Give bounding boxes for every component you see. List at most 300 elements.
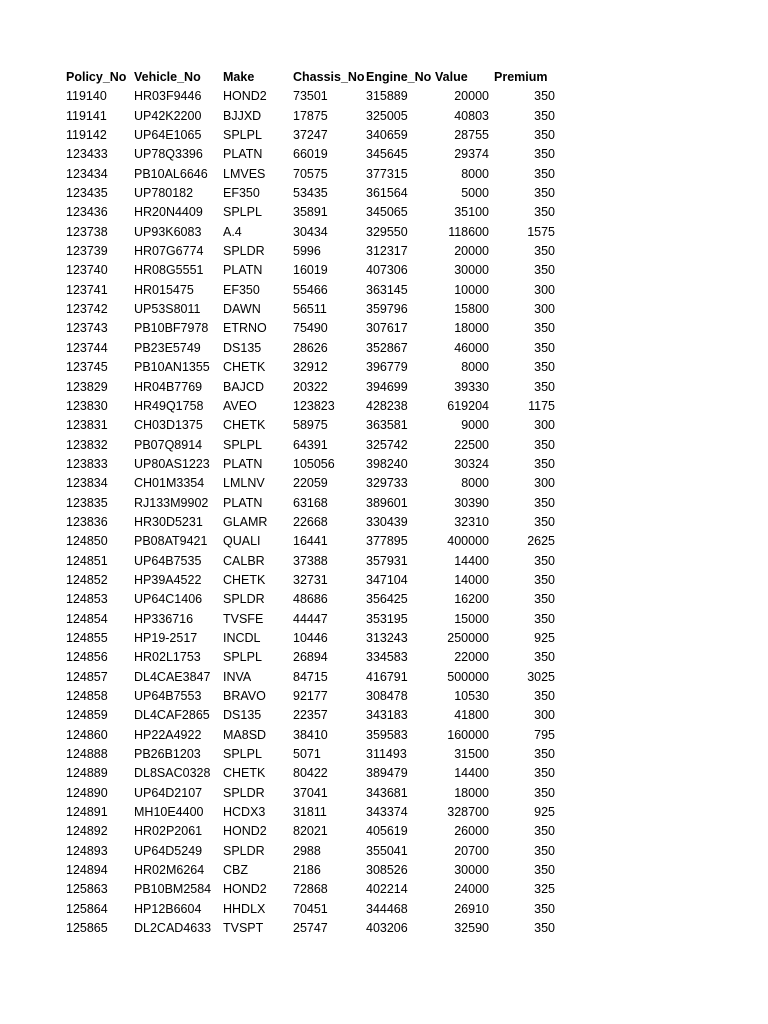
cell-engine-no: 308526: [366, 863, 408, 878]
cell-premium: 350: [534, 863, 555, 878]
cell-vehicle-no: HP39A4522: [134, 572, 202, 587]
cell-value: 40803: [454, 108, 489, 123]
cell-make: PLATN: [223, 495, 263, 510]
cell-make: CHETK: [223, 572, 266, 587]
cell-premium: 350: [534, 205, 555, 220]
cell-premium: 350: [534, 843, 555, 858]
cell-chassis-no: 16441: [293, 534, 328, 549]
cell-vehicle-no: HP22A4922: [134, 727, 202, 742]
table-row: [66, 668, 555, 687]
cell-engine-no: 329733: [366, 476, 408, 491]
table-row: [66, 900, 555, 919]
cell-policy-no: 123835: [66, 495, 108, 510]
cell-vehicle-no: HP336716: [134, 611, 194, 626]
cell-policy-no: 123836: [66, 514, 108, 529]
cell-make: CHETK: [223, 766, 266, 781]
policy-data-table: [66, 68, 555, 938]
cell-premium: 2625: [527, 534, 555, 549]
cell-chassis-no: 73501: [293, 89, 328, 104]
cell-engine-no: 359796: [366, 302, 408, 317]
table-header: [66, 68, 555, 87]
cell-make: DS135: [223, 340, 262, 355]
cell-vehicle-no: HR015475: [134, 282, 194, 297]
cell-vehicle-no: UP93K6083: [134, 224, 202, 239]
cell-value: 8000: [461, 476, 489, 491]
table-row: [66, 223, 555, 242]
cell-premium: 350: [534, 108, 555, 123]
cell-policy-no: 124855: [66, 630, 108, 645]
cell-policy-no: 123435: [66, 186, 108, 201]
cell-vehicle-no: DL4CAE3847: [134, 669, 211, 684]
cell-premium: 350: [534, 747, 555, 762]
cell-premium: 925: [534, 630, 555, 645]
cell-make: SPLDR: [223, 785, 265, 800]
header-make: Make: [223, 70, 255, 84]
cell-make: INVA: [223, 669, 252, 684]
cell-policy-no: 119141: [66, 108, 107, 123]
cell-premium: 1175: [528, 398, 555, 413]
cell-make: HOND2: [223, 882, 267, 897]
cell-make: SPLDR: [223, 244, 265, 259]
cell-premium: 350: [534, 901, 555, 916]
cell-vehicle-no: HR49Q1758: [134, 398, 204, 413]
cell-chassis-no: 84715: [293, 669, 328, 684]
table-row: [66, 842, 555, 861]
cell-chassis-no: 31811: [293, 805, 327, 820]
table-row: [66, 358, 555, 377]
cell-chassis-no: 55466: [293, 282, 328, 297]
cell-premium: 350: [534, 147, 555, 162]
cell-policy-no: 124853: [66, 592, 108, 607]
cell-value: 14000: [454, 572, 489, 587]
table-row: [66, 165, 555, 184]
table-row: [66, 880, 555, 899]
cell-chassis-no: 22668: [293, 514, 328, 529]
cell-chassis-no: 92177: [293, 689, 328, 703]
cell-vehicle-no: PB08AT9421: [134, 534, 208, 549]
cell-vehicle-no: HR04B7769: [134, 379, 203, 394]
cell-make: TVSPT: [223, 921, 264, 936]
cell-vehicle-no: PB26B1203: [134, 747, 201, 762]
cell-engine-no: 363581: [366, 418, 408, 433]
cell-engine-no: 353195: [366, 611, 408, 626]
cell-value: 160000: [447, 727, 489, 742]
table-row: [66, 184, 555, 203]
table-row: [66, 281, 555, 300]
cell-chassis-no: 37247: [293, 128, 328, 143]
table-row: [66, 203, 555, 222]
cell-value: 31500: [454, 747, 489, 762]
cell-vehicle-no: PB23E5749: [134, 340, 201, 355]
cell-make: PLATN: [223, 263, 263, 278]
cell-vehicle-no: HP19-2517: [134, 630, 198, 645]
cell-value: 15800: [454, 302, 489, 317]
cell-chassis-no: 20322: [293, 379, 328, 394]
cell-chassis-no: 25747: [293, 921, 328, 936]
cell-engine-no: 347104: [366, 572, 408, 587]
cell-vehicle-no: HR08G5551: [134, 263, 204, 278]
cell-engine-no: 355041: [366, 843, 408, 858]
cell-value: 5000: [461, 186, 489, 201]
cell-engine-no: 402214: [366, 882, 408, 897]
cell-make: HOND2: [223, 824, 267, 839]
cell-value: 26910: [454, 901, 489, 916]
table-row: [66, 726, 555, 745]
cell-chassis-no: 28626: [293, 340, 328, 355]
cell-premium: 300: [534, 708, 555, 723]
table-row: [66, 126, 555, 145]
table-row: [66, 706, 555, 725]
cell-policy-no: 123742: [66, 302, 108, 317]
cell-engine-no: 407306: [366, 263, 408, 278]
table-row: [66, 822, 555, 841]
cell-premium: 350: [534, 514, 555, 529]
cell-chassis-no: 2186: [293, 863, 321, 878]
cell-chassis-no: 32912: [293, 360, 328, 375]
cell-policy-no: 123434: [66, 166, 108, 181]
cell-value: 16200: [454, 592, 489, 607]
cell-policy-no: 123834: [66, 476, 108, 491]
cell-engine-no: 377895: [366, 534, 408, 549]
cell-engine-no: 394699: [366, 379, 408, 394]
table-row: [66, 319, 555, 338]
cell-chassis-no: 75490: [293, 321, 328, 336]
cell-value: 8000: [461, 166, 489, 181]
cell-vehicle-no: MH10E4400: [134, 805, 204, 820]
cell-make: DAWN: [223, 302, 261, 317]
header-policy-no: Policy_No: [66, 70, 127, 84]
table-row: [66, 397, 555, 416]
cell-policy-no: 124859: [66, 708, 108, 723]
cell-engine-no: 396779: [366, 360, 408, 375]
cell-vehicle-no: UP80AS1223: [134, 456, 210, 471]
cell-chassis-no: 105056: [293, 456, 335, 471]
cell-chassis-no: 22059: [293, 476, 328, 491]
cell-policy-no: 124893: [66, 843, 108, 858]
cell-premium: 350: [534, 166, 555, 181]
table-body: [66, 87, 555, 938]
header-engine-no: Engine_No: [366, 70, 432, 84]
cell-premium: 350: [534, 89, 555, 104]
cell-policy-no: 124860: [66, 727, 108, 742]
cell-policy-no: 124892: [66, 824, 108, 839]
cell-engine-no: 329550: [366, 224, 408, 239]
table-row: [66, 513, 555, 532]
cell-engine-no: 343183: [366, 708, 408, 723]
header-chassis-no: Chassis_No: [293, 70, 365, 84]
cell-premium: 350: [534, 263, 555, 278]
table-row: [66, 455, 555, 474]
cell-make: MA8SD: [223, 727, 267, 742]
cell-vehicle-no: PB10BF7978: [134, 321, 209, 336]
table-row: [66, 494, 555, 513]
cell-policy-no: 124857: [66, 669, 108, 684]
table-row: [66, 803, 555, 822]
cell-value: 30390: [454, 495, 489, 510]
cell-chassis-no: 48686: [293, 592, 328, 607]
cell-value: 8000: [461, 360, 489, 375]
cell-make: HCDX3: [223, 805, 266, 820]
cell-policy-no: 123433: [66, 147, 108, 162]
cell-value: 32310: [454, 514, 489, 529]
cell-premium: 350: [534, 379, 555, 394]
cell-make: SPLPL: [223, 128, 262, 143]
cell-policy-no: 124856: [66, 650, 108, 665]
cell-policy-no: 119140: [66, 89, 107, 104]
cell-engine-no: 334583: [366, 650, 408, 665]
cell-policy-no: 124858: [66, 689, 108, 703]
cell-policy-no: 123744: [66, 340, 108, 355]
cell-vehicle-no: UP64D5249: [134, 843, 203, 858]
cell-policy-no: 123436: [66, 205, 108, 220]
cell-value: 20700: [454, 843, 489, 858]
cell-value: 10000: [454, 282, 489, 297]
cell-chassis-no: 17875: [293, 108, 328, 123]
cell-engine-no: 363145: [366, 282, 408, 297]
cell-premium: 350: [534, 611, 555, 626]
cell-policy-no: 125865: [66, 921, 108, 936]
cell-premium: 350: [534, 766, 555, 781]
cell-engine-no: 312317: [366, 244, 408, 259]
cell-policy-no: 124851: [66, 553, 108, 568]
cell-vehicle-no: HR20N4409: [134, 205, 203, 220]
cell-chassis-no: 44447: [293, 611, 328, 626]
cell-make: HOND2: [223, 89, 267, 104]
cell-vehicle-no: HR02M6264: [134, 863, 205, 878]
cell-premium: 350: [534, 921, 555, 936]
cell-make: LMVES: [223, 166, 266, 181]
cell-make: QUALI: [223, 534, 261, 549]
cell-premium: 350: [534, 689, 555, 703]
table-row: [66, 300, 555, 319]
cell-policy-no: 123739: [66, 244, 108, 259]
cell-chassis-no: 37388: [293, 553, 328, 568]
cell-value: 400000: [447, 534, 489, 549]
cell-premium: 350: [534, 824, 555, 839]
cell-vehicle-no: UP780182: [134, 186, 194, 201]
cell-engine-no: 359583: [366, 727, 408, 742]
cell-chassis-no: 63168: [293, 495, 328, 510]
cell-vehicle-no: HP12B6604: [134, 901, 202, 916]
cell-premium: 350: [534, 495, 555, 510]
cell-chassis-no: 64391: [293, 437, 328, 452]
cell-premium: 300: [534, 418, 555, 433]
cell-policy-no: 123833: [66, 456, 108, 471]
table-row: [66, 687, 555, 706]
cell-value: 41800: [454, 708, 489, 723]
cell-premium: 350: [534, 572, 555, 587]
cell-chassis-no: 26894: [293, 650, 328, 665]
table-row: [66, 648, 555, 667]
table-row: [66, 242, 555, 261]
cell-policy-no: 123741: [66, 282, 108, 297]
cell-value: 14400: [454, 766, 489, 781]
cell-engine-no: 308478: [366, 689, 408, 703]
cell-engine-no: 416791: [366, 669, 408, 684]
cell-premium: 795: [534, 727, 555, 742]
cell-make: EF350: [223, 186, 260, 201]
cell-chassis-no: 123823: [293, 398, 335, 413]
header-row: [66, 68, 555, 87]
cell-policy-no: 124889: [66, 766, 108, 781]
cell-vehicle-no: HR02L1753: [134, 650, 201, 665]
table-row: [66, 436, 555, 455]
cell-policy-no: 123832: [66, 437, 108, 452]
cell-premium: 350: [534, 340, 555, 355]
cell-chassis-no: 22357: [293, 708, 328, 723]
cell-chassis-no: 10446: [293, 630, 328, 645]
table-row: [66, 610, 555, 629]
cell-premium: 350: [534, 785, 555, 800]
cell-premium: 350: [534, 553, 555, 568]
cell-value: 619204: [447, 398, 489, 413]
cell-chassis-no: 5996: [293, 244, 321, 259]
cell-vehicle-no: DL4CAF2865: [134, 708, 210, 723]
cell-make: LMLNV: [223, 476, 265, 491]
cell-policy-no: 124854: [66, 611, 108, 626]
cell-vehicle-no: DL8SAC0328: [134, 766, 211, 781]
cell-value: 24000: [454, 882, 489, 897]
cell-engine-no: 315889: [366, 89, 408, 104]
cell-engine-no: 311493: [366, 747, 407, 762]
cell-vehicle-no: UP64B7553: [134, 689, 202, 703]
cell-value: 18000: [454, 321, 489, 336]
cell-engine-no: 330439: [366, 514, 408, 529]
cell-value: 30000: [454, 263, 489, 278]
cell-engine-no: 345065: [366, 205, 408, 220]
cell-value: 46000: [454, 340, 489, 355]
cell-chassis-no: 30434: [293, 224, 328, 239]
cell-value: 14400: [454, 553, 489, 568]
cell-vehicle-no: DL2CAD4633: [134, 921, 212, 936]
cell-make: SPLDR: [223, 592, 265, 607]
cell-value: 26000: [454, 824, 489, 839]
cell-engine-no: 325742: [366, 437, 408, 452]
cell-policy-no: 124850: [66, 534, 108, 549]
cell-value: 30000: [454, 863, 489, 878]
cell-engine-no: 389601: [366, 495, 408, 510]
cell-make: BRAVO: [223, 689, 266, 703]
cell-engine-no: 352867: [366, 340, 408, 355]
cell-vehicle-no: PB10AL6646: [134, 166, 208, 181]
cell-chassis-no: 37041: [293, 785, 328, 800]
cell-engine-no: 357931: [366, 553, 408, 568]
cell-policy-no: 123830: [66, 398, 108, 413]
cell-premium: 325: [534, 882, 555, 897]
table-row: [66, 532, 555, 551]
cell-make: CBZ: [223, 863, 248, 878]
table-row: [66, 919, 555, 938]
cell-engine-no: 389479: [366, 766, 408, 781]
cell-engine-no: 361564: [366, 186, 408, 201]
cell-value: 30324: [454, 456, 489, 471]
cell-chassis-no: 70451: [293, 901, 328, 916]
cell-policy-no: 119142: [66, 128, 107, 143]
cell-value: 39330: [454, 379, 489, 394]
cell-vehicle-no: RJ133M9902: [134, 495, 209, 510]
cell-vehicle-no: HR07G6774: [134, 244, 204, 259]
cell-vehicle-no: HR03F9446: [134, 89, 202, 104]
cell-engine-no: 405619: [366, 824, 408, 839]
table-row: [66, 474, 555, 493]
cell-vehicle-no: UP64D2107: [134, 785, 203, 800]
cell-premium: 350: [534, 592, 555, 607]
cell-policy-no: 123745: [66, 360, 108, 375]
cell-value: 20000: [454, 89, 489, 104]
cell-engine-no: 340659: [366, 128, 408, 143]
cell-policy-no: 124852: [66, 572, 108, 587]
cell-engine-no: 356425: [366, 592, 408, 607]
cell-make: A.4: [223, 224, 242, 239]
cell-chassis-no: 80422: [293, 766, 328, 781]
header-value: Value: [435, 70, 468, 84]
cell-value: 28755: [454, 128, 489, 143]
cell-engine-no: 428238: [366, 398, 408, 413]
cell-value: 10530: [454, 689, 489, 703]
cell-vehicle-no: PB10BM2584: [134, 882, 212, 897]
cell-premium: 350: [534, 128, 555, 143]
cell-premium: 300: [534, 302, 555, 317]
cell-policy-no: 125864: [66, 901, 108, 916]
cell-chassis-no: 16019: [293, 263, 328, 278]
cell-make: ETRNO: [223, 321, 267, 336]
table-row: [66, 416, 555, 435]
cell-make: SPLPL: [223, 650, 262, 665]
cell-premium: 350: [534, 244, 555, 259]
cell-vehicle-no: PB10AN1355: [134, 360, 210, 375]
cell-policy-no: 124894: [66, 863, 108, 878]
cell-policy-no: 125863: [66, 882, 108, 897]
cell-make: DS135: [223, 708, 262, 723]
cell-policy-no: 123829: [66, 379, 108, 394]
table-row: [66, 784, 555, 803]
cell-value: 22000: [454, 650, 489, 665]
table-row: [66, 339, 555, 358]
cell-policy-no: 123740: [66, 263, 108, 278]
cell-chassis-no: 56511: [293, 302, 327, 317]
cell-engine-no: 403206: [366, 921, 408, 936]
cell-premium: 925: [534, 805, 555, 820]
cell-premium: 350: [534, 186, 555, 201]
table-row: [66, 378, 555, 397]
table-row: [66, 261, 555, 280]
cell-make: PLATN: [223, 147, 263, 162]
header-vehicle-no: Vehicle_No: [134, 70, 201, 84]
cell-make: TVSFE: [223, 611, 264, 626]
cell-value: 20000: [454, 244, 489, 259]
cell-engine-no: 344468: [366, 901, 408, 916]
table-row: [66, 590, 555, 609]
cell-vehicle-no: UP42K2200: [134, 108, 202, 123]
cell-chassis-no: 58975: [293, 418, 328, 433]
cell-premium: 3025: [527, 669, 555, 684]
cell-premium: 1575: [527, 224, 555, 239]
cell-premium: 300: [534, 476, 555, 491]
cell-chassis-no: 53435: [293, 186, 328, 201]
cell-value: 500000: [447, 669, 489, 684]
cell-engine-no: 325005: [366, 108, 408, 123]
cell-make: EF350: [223, 282, 260, 297]
cell-premium: 350: [534, 650, 555, 665]
table-row: [66, 145, 555, 164]
cell-engine-no: 377315: [366, 166, 408, 181]
table-row: [66, 629, 555, 648]
cell-chassis-no: 72868: [293, 882, 328, 897]
cell-vehicle-no: UP64E1065: [134, 128, 202, 143]
table-row: [66, 861, 555, 880]
cell-chassis-no: 38410: [293, 727, 328, 742]
table-row: [66, 571, 555, 590]
